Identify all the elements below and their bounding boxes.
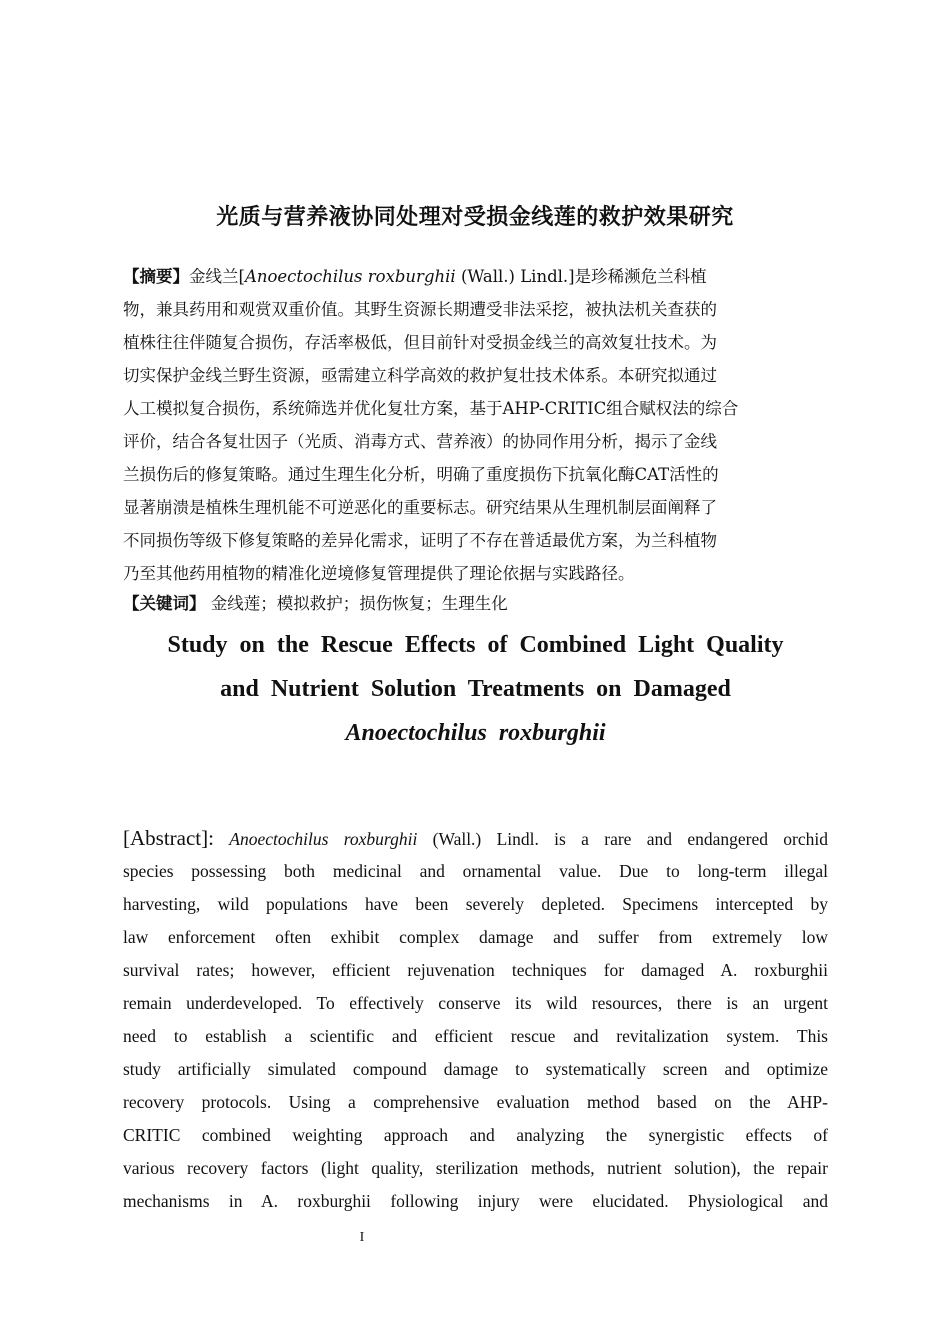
keywords-text: 金线莲；模拟救护；损伤恢复；生理生化: [205, 594, 508, 613]
chinese-abstract-line: 兰损伤后的修复策略。通过生理生化分析，明确了重度损伤下抗氧化酶CAT活性的: [123, 465, 719, 484]
chinese-abstract-line: 不同损伤等级下修复策略的差异化需求，证明了不存在普适最优方案，为兰科植物: [123, 531, 717, 550]
keywords-label: 【关键词】: [123, 594, 206, 613]
chinese-abstract-line: [123, 260, 828, 293]
english-title-line: Study on the Rescue Effects of Combined Light Quality: [167, 632, 784, 658]
english-abstract-line: [123, 822, 828, 855]
chinese-abstract-line: 植株往往伴随复合损伤，存活率极低，但目前针对受损金线兰的高效复壮技术。为: [123, 333, 717, 352]
abstract-text: (Wall.) Lindl.]是珍稀濒危兰科植: [455, 267, 707, 286]
chinese-abstract-line: 显著崩溃是植株生理机能不可逆恶化的重要标志。研究结果从生理机制层面阐释了: [123, 498, 717, 517]
english-abstract-line: remain underdeveloped. To effectively conserve its wild resources, there is an urgent: [123, 993, 828, 1013]
english-abstract-line: need to establish a scientific and efficient rescue and revitalization system. This: [123, 1026, 828, 1046]
english-abstract-line: recovery protocols. Using a comprehensive evaluation method based on the AHP-: [123, 1092, 828, 1112]
english-abstract-line: survival rates; however, efficient rejuvenation techniques for damaged A. roxburghii: [123, 960, 828, 980]
english-abstract-line: harvesting, wild populations have been severely depleted. Specimens intercepted by: [123, 894, 828, 914]
chinese-title: 光质与营养液协同处理对受损金线莲的救护效果研究: [216, 205, 734, 230]
chinese-abstract-line: 物，兼具药用和观赏双重价值。其野生资源长期遭受非法采挖，被执法机关查获的: [123, 300, 717, 319]
species-name: Anoectochilus roxburghii: [229, 829, 418, 849]
chinese-abstract: [123, 260, 828, 590]
page-number: I: [359, 1230, 365, 1245]
english-abstract-line: CRITIC combined weighting approach and analyzing the synergistic effects of: [123, 1125, 828, 1145]
chinese-abstract-line: 切实保护金线兰野生资源，亟需建立科学高效的救护复壮技术体系。本研究拟通过: [123, 366, 717, 385]
english-abstract-label: [Abstract]:: [123, 826, 214, 850]
english-title: [123, 623, 828, 755]
chinese-abstract-line: 评价，结合各复壮因子（光质、消毒方式、营养液）的协同作用分析，揭示了金线: [123, 432, 717, 451]
english-title-species: Anoectochilus roxburghii: [345, 720, 606, 746]
english-abstract-line: mechanisms in A. roxburghii following injury were elucidated. Physiological and: [123, 1191, 828, 1211]
abstract-text: (Wall.) Lindl. is a rare and endangered orchid: [417, 829, 829, 849]
keywords: [123, 589, 828, 619]
chinese-abstract-line: 乃至其他药用植物的精准化逆境修复管理提供了理论依据与实践路径。: [123, 564, 635, 583]
abstract-label: 【摘要】: [123, 267, 189, 286]
english-abstract-line: various recovery factors (light quality, sterilization methods, nutrient solution), the repair: [123, 1158, 828, 1178]
english-title-line: and Nutrient Solution Treatments on Damaged: [220, 676, 731, 702]
english-abstract-line: species possessing both medicinal and ornamental value. Due to long-term illegal: [123, 861, 828, 881]
abstract-text: 金线兰[: [189, 267, 245, 286]
english-abstract-line: study artificially simulated compound damage to systematically screen and optimize: [123, 1059, 828, 1079]
english-abstract: [123, 822, 828, 1218]
species-name: Anoectochilus roxburghii: [244, 267, 456, 286]
chinese-abstract-line: 人工模拟复合损伤，系统筛选并优化复壮方案，基于AHP-CRITIC组合赋权法的综合: [123, 399, 739, 418]
english-abstract-line: law enforcement often exhibit complex damage and suffer from extremely low: [123, 927, 828, 947]
